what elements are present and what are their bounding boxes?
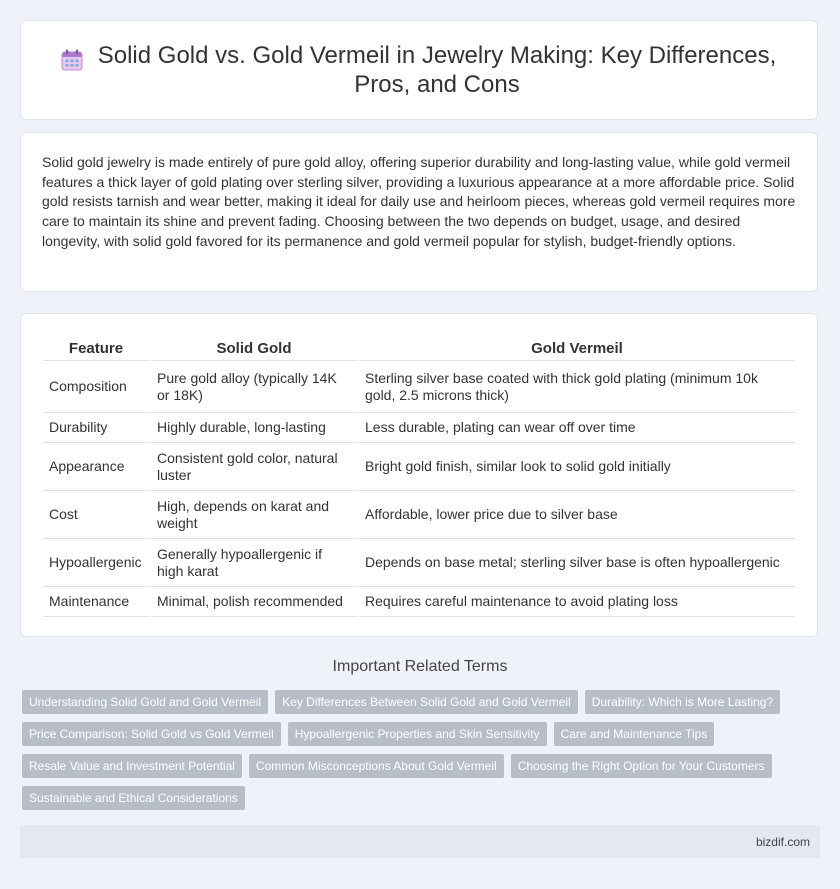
row-feature: Hypoallergenic [43,539,149,587]
calendar-icon [59,47,85,73]
row-solid-gold: Consistent gold color, natural luster [151,443,357,491]
row-gold-vermeil: Affordable, lower price due to silver base [359,491,795,539]
row-solid-gold: Highly durable, long-lasting [151,413,357,443]
page-title: Solid Gold vs. Gold Vermeil in Jewelry Making: Key Differences, Pros, and Cons [97,42,777,98]
table-row [43,443,795,491]
table-row [43,491,795,539]
table-row [43,539,795,587]
summary-text: Solid gold jewelry is made entirely of pure gold alloy, offering superior durability and long-lasting value, while gold vermeil features a thick layer of gold plating over sterling silver, providing a luxurious appearance at a more affordable price. Solid gold resists tarnish and wear better, making it ideal for daily use and heirloom pieces, whereas gold vermeil requires more care to maintain its shine and prevent fading. Choosing between the two depends on budget, usage, and desired longevity, with solid gold favored for its permanence and gold vermeil popular for stylish, budget-friendly options. [42,154,796,249]
table-header-row [43,334,795,361]
row-feature: Appearance [43,443,149,491]
row-solid-gold: Minimal, polish recommended [151,587,357,617]
summary-card [20,132,818,292]
row-gold-vermeil: Sterling silver base coated with thick gold plating (minimum 10k gold, 2.5 microns thick) [359,361,795,413]
related-tag[interactable]: Understanding Solid Gold and Gold Vermeil [22,690,268,714]
row-solid-gold: Pure gold alloy (typically 14K or 18K) [151,361,357,413]
row-feature: Cost [43,491,149,539]
table-row [43,413,795,443]
header-solid-gold: Solid Gold [151,334,357,361]
related-tag[interactable]: Common Misconceptions About Gold Vermeil [249,754,504,778]
related-tag[interactable]: Price Comparison: Solid Gold vs Gold Vermeil [22,722,281,746]
comparison-table-card [20,313,818,637]
title-card [20,20,818,120]
row-feature: Composition [43,361,149,413]
related-tag[interactable]: Key Differences Between Solid Gold and Gold Vermeil [275,690,578,714]
row-feature: Durability [43,413,149,443]
header-gold-vermeil: Gold Vermeil [359,334,795,361]
table-row [43,587,795,617]
related-terms-title: Important Related Terms [332,658,508,675]
header-feature: Feature [43,334,149,361]
related-tag[interactable]: Resale Value and Investment Potential [22,754,242,778]
footer [20,825,820,858]
related-tag[interactable]: Care and Maintenance Tips [554,722,715,746]
row-solid-gold: Generally hypoallergenic if high karat [151,539,357,587]
related-tag[interactable]: Durability: Which is More Lasting? [585,690,780,714]
table-row [43,361,795,413]
related-tag[interactable]: Sustainable and Ethical Considerations [22,786,245,810]
footer-brand[interactable]: bizdif.com [755,834,810,849]
related-tag[interactable]: Hypoallergenic Properties and Skin Sensitivity [288,722,547,746]
row-gold-vermeil: Less durable, plating can wear off over time [359,413,795,443]
row-gold-vermeil: Requires careful maintenance to avoid plating loss [359,587,795,617]
comparison-table [41,334,797,617]
related-terms-tags [22,690,822,818]
row-gold-vermeil: Depends on base metal; sterling silver base is often hypoallergenic [359,539,795,587]
row-solid-gold: High, depends on karat and weight [151,491,357,539]
title-wrap [59,41,779,99]
related-tag[interactable]: Choosing the Right Option for Your Customers [511,754,772,778]
row-feature: Maintenance [43,587,149,617]
row-gold-vermeil: Bright gold finish, similar look to solid gold initially [359,443,795,491]
